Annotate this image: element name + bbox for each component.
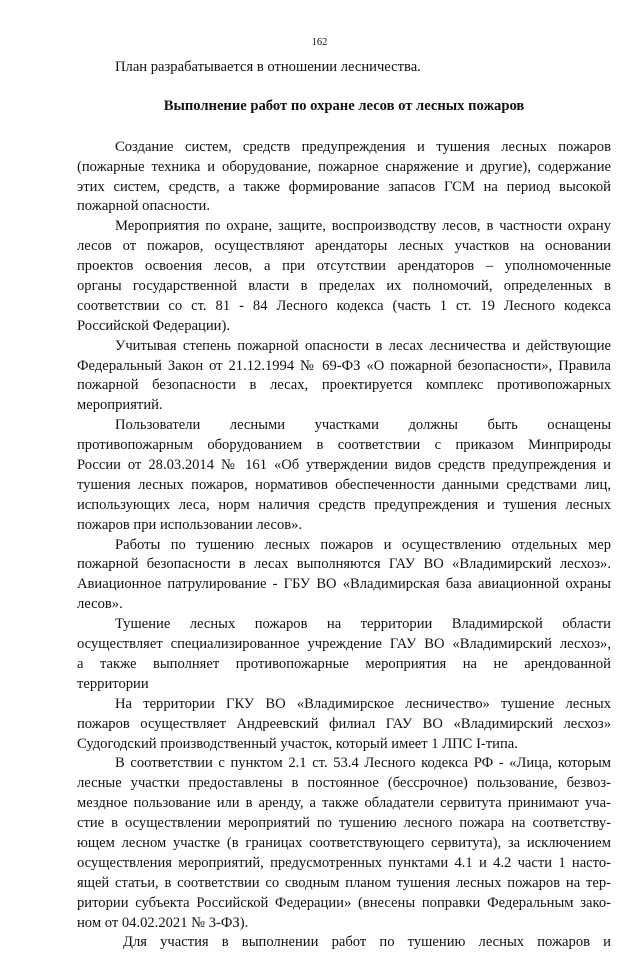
text-line: Пользователи лесными участками должны быть оснащены: [115, 417, 611, 434]
text-line: Российской Федерации).: [77, 317, 230, 334]
text-line: ящей статьи, в соответствии со сводным планом тушения лесных пожаров на тер-: [77, 874, 611, 891]
text-line: пожаров осуществляет Андреевский филиал ГАУ ВО «Владимирский лесхоз»: [77, 715, 611, 732]
page-number: 162: [311, 37, 328, 48]
text-line: Создание систем, средств предупреждения и тушения лесных пожаров: [115, 138, 611, 155]
text-line: Судогодский производственный участок, который имеет 1 ЛПС I-типа.: [77, 735, 518, 752]
text-line: лесов от пожаров, осуществляют арендаторы лесных участков на основании: [77, 238, 611, 255]
intro-line: План разрабатывается в отношении лесничества.: [115, 59, 421, 75]
document-body: [77, 58, 611, 953]
text-line: проектов освоения лесов, а при отсутствии арендаторов – уполномоченные: [77, 258, 611, 275]
text-line: ющем лесном участке (в границах соответствующего сервитута), за исключением: [77, 834, 611, 851]
text-line: мездное пользование или в аренду, а также обладатели сервитута принимают уча-: [77, 795, 611, 812]
text-line: На территории ГКУ ВО «Владимирское лесничество» тушение лесных: [115, 695, 611, 712]
text-line: тушения лесных пожаров, нормативов обеспеченности данными средствами лиц,: [77, 476, 611, 493]
text-line: этих систем, средств, а также формирование запасов ГСМ на период высокой: [77, 178, 611, 195]
text-line: а также выполняет противопожарные мероприятия на не арендованной: [77, 655, 611, 672]
text-line: мероприятий.: [77, 397, 163, 414]
text-line: пожаров при использовании лесов».: [77, 516, 303, 533]
text-line: осуществляет специализированное учреждение ГАУ ВО «Владимирский лесхоз»,: [77, 636, 611, 653]
text-line: пожарной безопасности в лесах выполняются ГАУ ВО «Владимирский лесхоз».: [77, 556, 611, 573]
text-line: ном от 04.02.2021 № 3-ФЗ).: [77, 914, 249, 931]
text-line: пожарной безопасности в лесах, проектируется комплекс противопожарных: [77, 377, 611, 394]
text-line: Для участия в выполнении работ по тушению лесных пожаров и: [123, 934, 611, 951]
text-line: (пожарные техника и оборудование, пожарное снаряжение и другие), содержание: [77, 158, 611, 175]
text-line: Мероприятия по охране, защите, воспроизводству лесов, в частности охрану: [115, 218, 611, 235]
text-line: Авиационное патрулирование - ГБУ ВО «Владимирская база авиационной охраны: [77, 576, 611, 593]
text-line: использующих леса, норм наличия средств предупреждения и тушения лесных: [77, 496, 611, 513]
text-line: ритории субъекта Российской Федерации» (внесены поправки Федеральным зако-: [77, 894, 611, 911]
text-line: России от 28.03.2014 № 161 «Об утверждении видов средств предупреждения и: [77, 457, 611, 474]
text-line: территории: [77, 675, 149, 692]
text-line: лесов».: [77, 596, 123, 613]
text-line: Учитывая степень пожарной опасности в лесах лесничества и действующие: [115, 337, 611, 354]
text-line: лесные участки предоставлены в постоянное (бессрочное) пользование, безвоз-: [77, 775, 611, 792]
section-heading: Выполнение работ по охране лесов от лесных пожаров: [163, 97, 525, 114]
text-line: В соответствии с пунктом 2.1 ст. 53.4 Лесного кодекса РФ - «Лица, которым: [115, 755, 611, 772]
text-line: органы государственной власти в пределах их полномочий, определенных в: [77, 278, 611, 295]
text-line: Работы по тушению лесных пожаров и осуществлению отдельных мер: [115, 536, 611, 553]
paragraph-lines: [77, 138, 611, 953]
text-line: противопожарным оборудованием в соответствии с приказом Минприроды: [77, 437, 611, 454]
text-line: соответствии со ст. 81 - 84 Лесного кодекса (часть 1 ст. 19 Лесного кодекса: [77, 297, 611, 314]
text-line: Тушение лесных пожаров на территории Владимирской области: [115, 616, 611, 633]
text-line: стие в осуществлении мероприятий по тушению лесного пожара на соответству-: [77, 815, 611, 832]
text-line: Федеральный Закон от 21.12.1994 № 69-ФЗ «О пожарной безопасности», Правила: [77, 357, 611, 374]
text-line: пожарной опасности.: [77, 198, 211, 215]
text-line: осуществления мероприятий, предусмотренных пунктами 4.1 и 4.2 части 1 насто-: [77, 854, 611, 871]
